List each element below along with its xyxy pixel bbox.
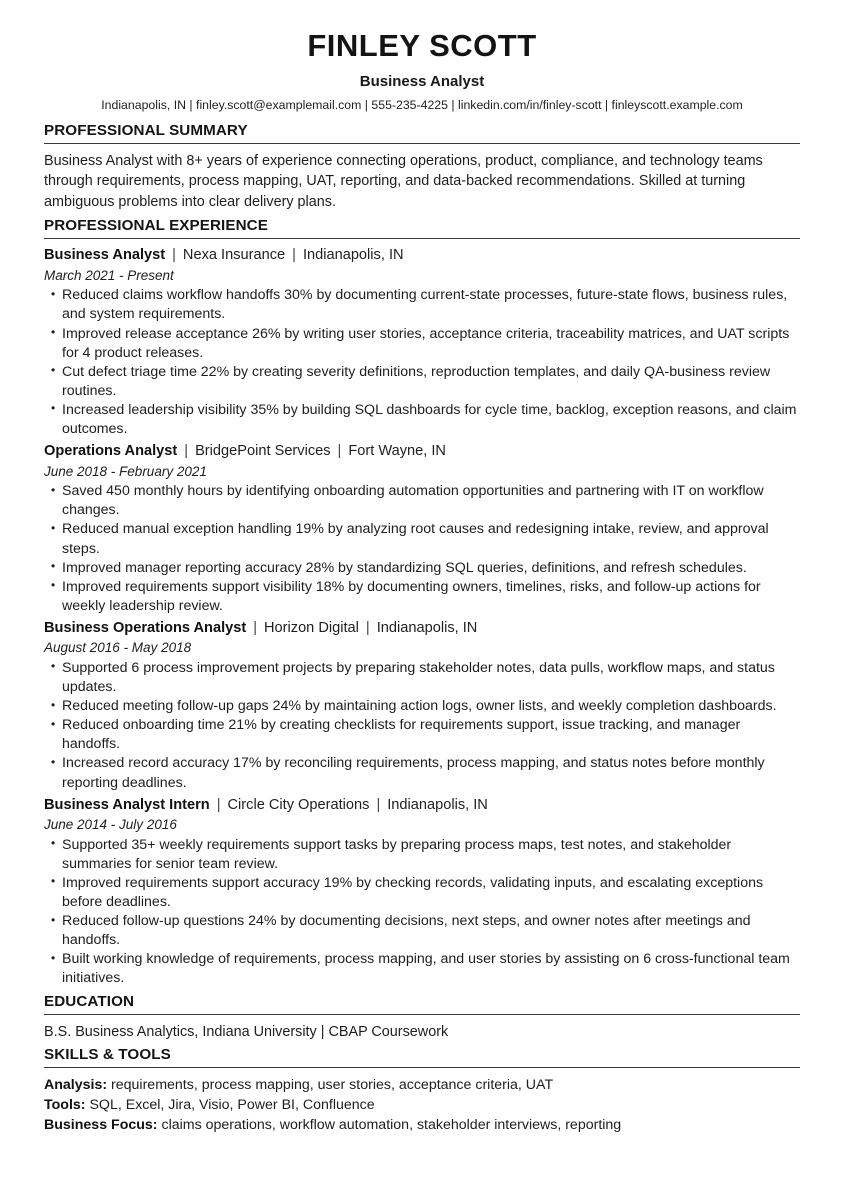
contact-line: Indianapolis, IN | finley.scott@examplemail.com | 555-235-4225 | linkedin.com/in/finley-scott | finleyscott.example.com [101,97,743,112]
skill-category-value: SQL, Excel, Jira, Visio, Power BI, Confluence [85,1096,375,1113]
section-education [44,992,800,1042]
separator-icon: | [292,247,296,264]
section-divider [44,143,800,144]
job-bullet: • Reduced onboarding time 21% by creating checklists for requirements support, issue tracking, and manager handoffs. [44,716,800,754]
experience-entry [44,619,800,793]
skill-category-value: requirements, process mapping, user stories, acceptance criteria, UAT [107,1076,554,1093]
experience-entry [44,246,800,439]
job-bullet-list [44,482,800,616]
job-bullet: • Built working knowledge of requirements, process mapping, and user stories by assisting on 6 cross-functional team initiatives. [44,950,800,988]
skill-row [44,1115,800,1135]
job-bullet: • Reduced meeting follow-up gaps 24% by maintaining action logs, owner lists, and weekly completion dashboards. [44,697,800,716]
experience-headline [44,796,800,816]
job-bullet: • Improved requirements support accuracy 19% by checking records, validating inputs, and escalating exceptions before deadlines. [44,874,800,912]
headline-role: Business Analyst [359,72,485,90]
job-bullet: • Improved release acceptance 26% by writing user stories, acceptance criteria, traceability matrices, and UAT scripts for 4 product releases. [44,325,800,363]
separator-icon: | [365,619,370,636]
job-bullet: • Supported 6 process improvement projects by preparing stakeholder notes, data pulls, workflow maps, and status updates. [44,659,800,697]
job-location: Fort Wayne, IN [348,443,446,460]
separator-icon: | [172,247,176,264]
job-company: Nexa Insurance [182,247,286,264]
skill-category-value: claims operations, workflow automation, stakeholder interviews, reporting [157,1117,622,1134]
section-heading-summary: PROFESSIONAL SUMMARY [44,121,248,139]
experience-entry [44,796,800,989]
separator-icon: | [184,443,189,460]
section-heading-education: EDUCATION [44,993,135,1011]
job-bullet: • Supported 35+ weekly requirements support tasks by preparing process maps, test notes, and stakeholder summaries for senior team review. [44,836,800,874]
separator-icon: | [216,796,221,813]
skill-row [44,1075,800,1095]
section-divider [44,238,800,239]
summary-text: Business Analyst with 8+ years of experience connecting operations, product, compliance, and technology teams through requirements, process mapping, UAT, reporting, and data-backed recommendations. Skilled at turning ambiguous problems into clear delivery plans. [44,152,763,210]
skill-category-label: Business Focus: [44,1117,158,1134]
experience-headline [44,442,800,462]
job-dates: August 2016 - May 2018 [44,640,192,656]
section-divider [44,1067,800,1068]
separator-icon: | [337,443,342,460]
experience-headline [44,246,800,266]
skill-category-label: Analysis: [44,1076,108,1093]
job-company: Circle City Operations [227,796,370,813]
separator-icon: | [253,619,258,636]
separator-icon: | [376,796,381,813]
section-professional-summary [44,121,800,212]
job-title: Business Operations Analyst [44,619,247,636]
experience-list [44,246,800,988]
experience-headline [44,619,800,639]
skill-row [44,1095,800,1115]
job-title: Business Analyst [44,247,166,264]
job-dates: March 2021 - Present [44,267,174,283]
job-location: Indianapolis, IN [376,619,478,636]
job-dates: June 2014 - July 2016 [44,817,177,833]
job-bullet: • Saved 450 monthly hours by identifying onboarding automation opportunities and partnering with IT on workflow changes. [44,482,800,520]
job-location: Indianapolis, IN [387,796,488,813]
section-divider [44,1014,800,1015]
resume-header [44,28,800,114]
job-location: Indianapolis, IN [302,247,404,264]
job-title: Business Analyst Intern [44,796,210,813]
job-bullet-list [44,286,800,439]
education-entry: B.S. Business Analytics, Indiana University | CBAP Coursework [44,1024,449,1041]
section-professional-experience [44,216,800,988]
job-bullet: • Reduced follow-up questions 24% by documenting decisions, next steps, and owner notes after meetings and handoffs. [44,912,800,950]
job-company: BridgePoint Services [195,443,331,460]
section-heading-experience: PROFESSIONAL EXPERIENCE [44,217,268,235]
job-bullet: • Improved requirements support visibility 18% by documenting owners, timelines, risks, and follow-up actions for weekly leadership review. [44,578,800,616]
section-heading-skills: SKILLS & TOOLS [44,1045,171,1063]
job-bullet: • Increased record accuracy 17% by reconciling requirements, process mapping, and status notes before monthly reporting deadlines. [44,754,800,792]
job-bullet: • Increased leadership visibility 35% by building SQL dashboards for cycle time, backlog, exception reasons, and claim outcomes. [44,401,800,439]
skill-category-label: Tools: [44,1096,86,1113]
job-bullet: • Improved manager reporting accuracy 28% by standardizing SQL queries, definitions, and refresh schedules. [44,559,800,578]
page-title: FINLEY SCOTT [307,28,537,63]
skills-list [44,1075,800,1136]
job-dates: June 2018 - February 2021 [44,463,207,479]
job-company: Horizon Digital [264,619,359,636]
job-bullet: • Reduced claims workflow handoffs 30% by documenting current-state processes, future-state flows, business rules, and system requirements. [44,286,800,324]
section-skills-tools [44,1045,800,1136]
job-bullet: • Cut defect triage time 22% by creating severity definitions, reproduction templates, and daily QA-business review routines. [44,363,800,401]
job-bullet: • Reduced manual exception handling 19% by analyzing root causes and redesigning intake, review, and approval steps. [44,520,800,558]
job-bullet-list [44,836,800,989]
experience-entry [44,442,800,616]
job-bullet-list [44,659,800,793]
job-title: Operations Analyst [44,443,178,460]
